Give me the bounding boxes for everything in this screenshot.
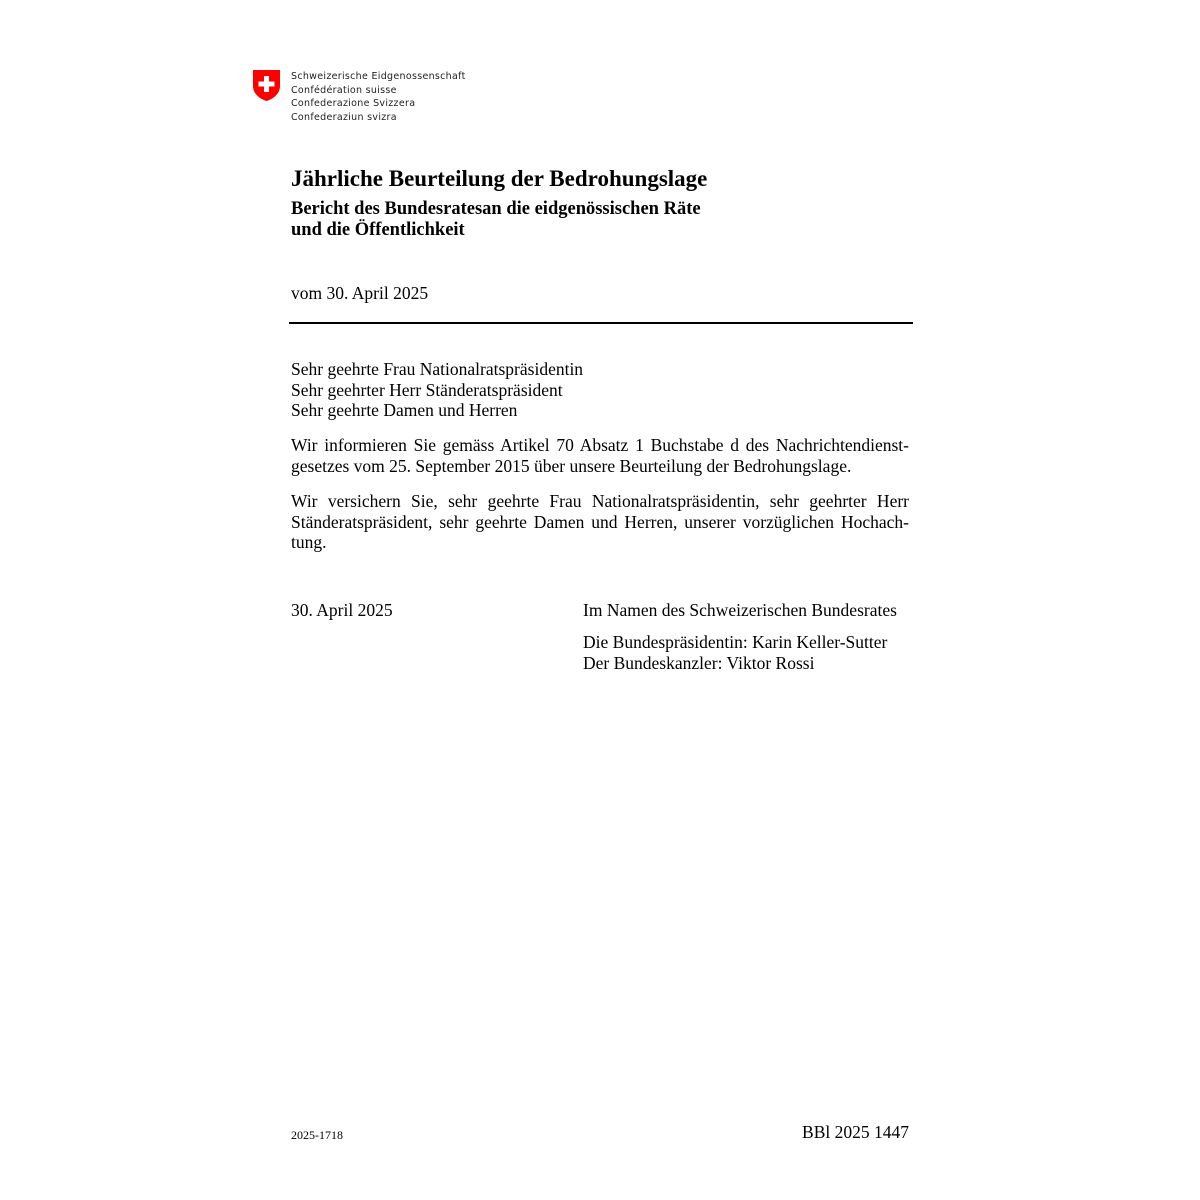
- subtitle-line: Bericht des Bundesratesan die eidgenössischen Räte: [291, 199, 701, 219]
- chancellor-signatory: Der Bundeskanzler: Viktor Rossi: [583, 653, 815, 673]
- salutation-line: Sehr geehrter Herr Ständeratspräsident: [291, 379, 563, 400]
- document-subtitle: [291, 199, 701, 241]
- document-title: Jährliche Beurteilung der Bedrohungslage: [291, 166, 708, 191]
- signature-spacer: [583, 621, 897, 632]
- paragraph-line: gesetzes vom 25. September 2015 über unsere Beurteilung der Bedrohungslage.: [291, 455, 852, 476]
- subtitle-line: und die Öffentlichkeit: [291, 220, 465, 240]
- on-behalf-line: Im Namen des Schweizerischen Bundesrates: [583, 600, 897, 620]
- paragraph-line: tung.: [291, 532, 327, 552]
- paragraph-line: Wir versichern Sie, sehr geehrte Frau Nationalratspräsidentin, sehr geehrter Herr: [291, 491, 909, 511]
- agency-name-de: Schweizerische Eidgenossenschaft: [291, 71, 466, 82]
- president-signatory: Die Bundespräsidentin: Karin Keller-Sutter: [583, 632, 888, 652]
- paragraph-line: Wir informieren Sie gemäss Artikel 70 Absatz 1 Buchstabe d des Nachrichtendienst-: [291, 435, 909, 455]
- salutation-line: Sehr geehrte Frau Nationalratspräsidentin: [291, 359, 584, 379]
- agency-name-it: Confederazione Svizzera: [291, 98, 416, 109]
- salutation-line: Sehr geehrte Damen und Herren: [291, 400, 518, 420]
- signature-block: [583, 600, 897, 674]
- paragraph-information: [291, 435, 909, 476]
- footer-reference: BBl 2025 1447: [802, 1122, 909, 1142]
- paragraph-line: Ständeratspräsident, sehr geehrte Damen und Herren, unserer vorzüglichen Hochach-: [291, 511, 909, 532]
- swiss-cross-shield-icon: [252, 69, 281, 102]
- document-date: vom 30. April 2025: [291, 283, 429, 303]
- horizontal-divider: [289, 322, 913, 324]
- agency-name-rm: Confederaziun svizra: [291, 111, 397, 123]
- salutation: [291, 359, 909, 421]
- paragraph-closing: [291, 491, 909, 553]
- signature-date: 30. April 2025: [291, 600, 393, 620]
- agency-name-block: [291, 70, 466, 124]
- footer-document-id: 2025-1718: [291, 1128, 343, 1142]
- agency-name-fr: Confédération suisse: [291, 84, 397, 96]
